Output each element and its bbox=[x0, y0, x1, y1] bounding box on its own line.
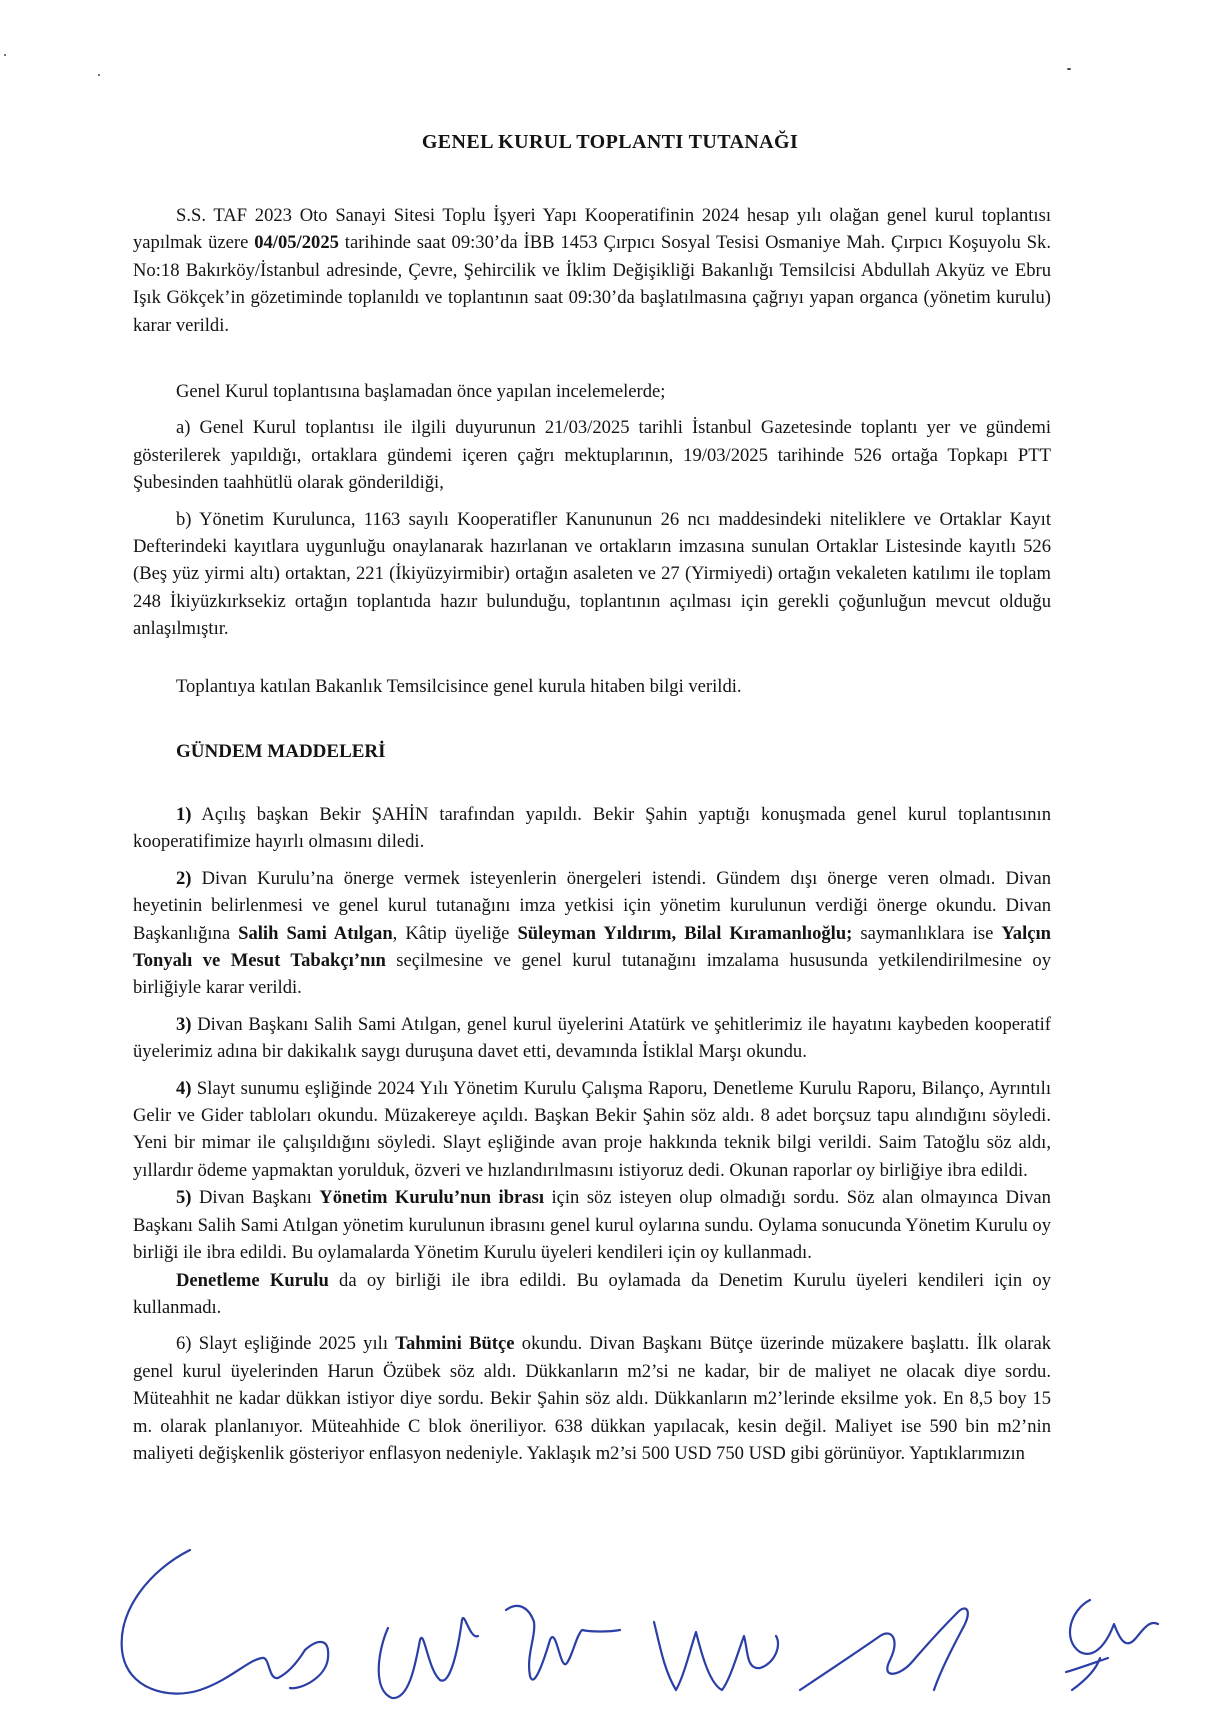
agenda-items bbox=[133, 801, 1051, 1467]
scan-speck bbox=[98, 74, 100, 76]
agenda-item-4: 4) Slayt sunumu eşliğinde 2024 Yılı Yönetim Kurulu Çalışma Raporu, Denetleme Kurulu Raporu, Bilanço, Ayrıntılı Gelir ve Gider tabloları okundu. Müzakereye açıldı. Başkan Bekir Şahin söz aldı. 8 adet borçsuz tapu alındığını söyledi. Yeni bir mimar ile çalışıldığını söyledi. Slayt eşliğinde avan proje hakkında teknik bilgi verildi. Saim Tatoğlu söz aldı, yıllardır ödeme yapmaktan yorulduk, özveri ve hızlandırılmasını istiyoruz dedi. Okunan raporlar oy birliğiye ibra edildi. bbox=[133, 1077, 1051, 1181]
agenda-item-2: 2) Divan Kurulu’na önerge vermek isteyenlerin önergeleri istendi. Gündem dışı önerge veren olmadı. Divan heyetinin belirlenmesi ve genel kurul tutanağını imza yetkisi için yönetim kurulunun verdiği önerge okundu. Divan Başkanlığına Salih Sami Atılgan, Kâtip üyeliğe Süleyman Yıldırım, Bilal Kıramanlıoğlu; saymanlıklara ise Yalçın Tonyalı ve Mesut Tabakçı’nın seçilmesine ve genel kurul tutanağını imzalama hususunda yetkilendirilmesine oy birliğiyle karar verildi. bbox=[133, 867, 1052, 999]
scan-speck bbox=[1067, 68, 1071, 70]
agenda-item-5-audit: Denetleme Kurulu da oy birliği ile ibra edildi. Bu oylamada da Denetim Kurulu üyeleri kendileri için oy kullanmadı. bbox=[133, 1269, 1051, 1318]
meeting-date: 04/05/2025 bbox=[254, 232, 339, 254]
agenda-item-3: 3) Divan Başkanı Salih Sami Atılgan, genel kurul üyelerini Atatürk ve şehitlerimiz ile hayatını kaybeden kooperatif üyelerimiz adına bir dakikalık saygı duruşuna davet etti, devamında İstiklal Marşı okundu. bbox=[133, 1013, 1051, 1063]
ministry-note: Toplantıya katılan Bakanlık Temsilcisince genel kurula hitaben bilgi verildi. bbox=[176, 676, 742, 697]
scan-speck bbox=[4, 54, 6, 56]
signature-3 bbox=[506, 1606, 620, 1680]
checks-lead: Genel Kurul toplantısına başlamadan önce yapılan incelemelerde; bbox=[176, 381, 666, 402]
intro-text: S.S. TAF 2023 Oto Sanayi Sitesi Toplu İşyeri Yapı Kooperatifinin 2024 hesap yılı olağan genel kurul toplantısı yapılmak üzere 04/05/2025 tarihinde saat 09:30’da İBB 1453 Çırpıcı Sosyal Tesisi Osmaniye Mah. Çırpıcı Koşuyolu Sk. No:18 Bakırköy/İstanbul adresinde, Çevre, Şehircilik ve İklim Değişikliği Bakanlığı Temsilcisi Abdullah Akyüz ve Ebru Işık Gökçek’in gözetiminde toplanıldı ve toplantının saat 09:30’da başlatılmasına çağrıyı yapan organca (yönetim kurulu) karar verildi. bbox=[133, 205, 1051, 336]
agenda-item-1: 1) Açılış başkan Bekir ŞAHİN tarafından yapıldı. Bekir Şahin yaptığı konuşmada genel kurul toplantısının kooperatifimize hayırlı olmasını diledi. bbox=[133, 804, 1051, 853]
agenda-item-6: 6) Slayt eşliğinde 2025 yılı Tahmini Bütçe okundu. Divan Başkanı Bütçe üzerinde müzakere başlattı. İlk olarak genel kurul üyelerinden Harun Özübek söz aldı. Dükkanların m2’si ne kadar, bir de maliyet ne olacak diye sordu. Müteahhit ne kadar dükkan istiyor diye sordu. Bekir Şahin söz aldı. Dükkanların m2’lerinde eksilme yok. En 8,5 boy 15 m. olarak planlanıyor. Müteahhide C blok öneriliyor. 638 dükkan yapılacak, kesin değil. Maliyet ise 590 bin m2’nin maliyeti değişkenlik gösteriyor enflasyon nedeniyle. Yaklaşık m2’si 500 USD 750 USD gibi görünüyor. Yaptıklarımızın bbox=[133, 1333, 1051, 1464]
signature-2 bbox=[379, 1618, 478, 1698]
signature-4 bbox=[654, 1622, 778, 1690]
signature-area bbox=[0, 1540, 1220, 1713]
signature-6 bbox=[1066, 1600, 1158, 1690]
preliminary-checks bbox=[133, 378, 1051, 643]
signature-5 bbox=[800, 1608, 968, 1690]
check-item-b: b) Yönetim Kurulunca, 1163 sayılı Kooperatifler Kanununun 26 ncı maddesindeki niteliklere ve Ortaklar Kayıt Defterindeki kayıtlara uygunluğu onaylanarak hazırlanan ve ortakların imzasına sunulan Ortaklar Listesinde kayıtlı 526 (Beş yüz yirmi altı) ortaktan, 221 (İkiyüzyirmibir) ortağın asaleten ve 27 (Yirmiyedi) ortağın vekaleten katılımı ile toplam 248 İkiyüzkırksekiz ortağın toplantıda hazır bulunduğu, toplantının açılması için gerekli çoğunluğun mevcut olduğu anlaşılmıştır. bbox=[133, 508, 1051, 640]
ministry-note-block bbox=[133, 673, 1051, 700]
document-title: GENEL KURUL TOPLANTI TUTANAĞI bbox=[421, 131, 799, 153]
check-item-a: a) Genel Kurul toplantısı ile ilgili duyurunun 21/03/2025 tarihli İstanbul Gazetesinde toplantı yer ve gündemi gösterilerek yapıldığı, ortaklara gündemi içeren çağrı mektuplarının, 19/03/2025 tarihinde 526 ortağa Topkapı PTT Şubesinden taahhütlü olarak gönderildiği, bbox=[133, 417, 1051, 494]
agenda-item-5: 5) Divan Başkanı Yönetim Kurulu’nun ibrası için söz isteyen olup olmadığı sordu. Söz alan olmayınca Divan Başkanı Salih Sami Atılgan yönetim kurulunun ibrasını genel kurul oylarına sundu. Oylama sonucunda Yönetim Kurulu oy birliği ile ibra edildi. Bu oylamalarda Yönetim Kurulu üyeleri kendileri için oy kullanmadı. bbox=[133, 1187, 1051, 1264]
agenda-heading: GÜNDEM MADDELERİ bbox=[176, 741, 386, 762]
signature-1 bbox=[122, 1550, 329, 1694]
intro-paragraph bbox=[133, 202, 1051, 339]
